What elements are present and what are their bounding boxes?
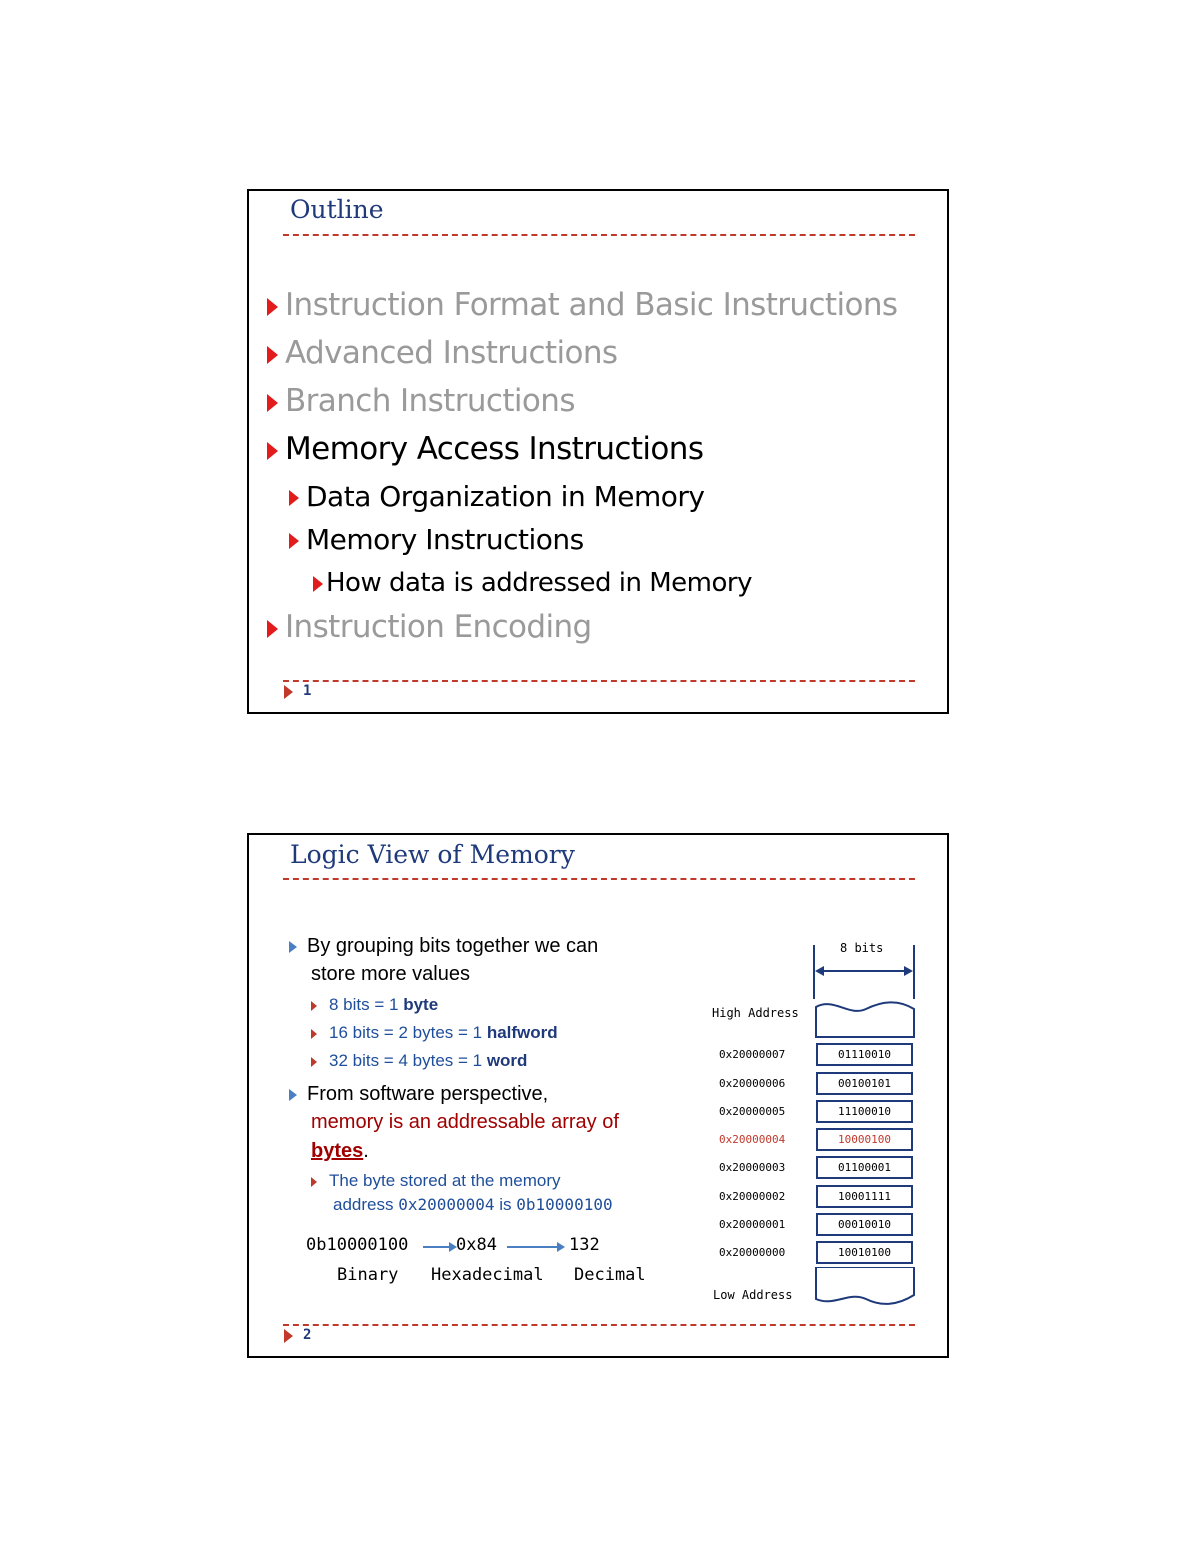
slide-logic-view-of-memory xyxy=(247,833,949,1358)
bullet-text: By grouping bits together we can xyxy=(307,935,599,957)
bullet-text: From software perspective, xyxy=(307,1083,549,1105)
title-divider xyxy=(283,878,915,880)
sub-bullet-text: address xyxy=(333,1195,399,1214)
sub-bullet-continuation xyxy=(333,1195,613,1215)
outline-item-active xyxy=(267,431,703,467)
memory-address: 0x20000005 xyxy=(719,1105,786,1118)
bullet-triangle-icon xyxy=(289,490,299,506)
bullet-point xyxy=(289,935,598,958)
arrow-right-icon xyxy=(507,1240,565,1254)
footer-divider xyxy=(283,680,915,682)
sub-bullet-triangle-icon xyxy=(311,1177,317,1187)
decimal-value: 132 xyxy=(569,1235,600,1255)
bullet-triangle-icon xyxy=(289,941,297,953)
memory-bottom-break-icon xyxy=(814,1267,916,1307)
bullet-triangle-icon xyxy=(289,533,299,549)
memory-address: 0x20000002 xyxy=(719,1190,786,1203)
sub-bullet-halfword xyxy=(311,1023,558,1043)
footer-triangle-icon xyxy=(284,1329,293,1343)
decimal-label: Decimal xyxy=(574,1265,646,1285)
low-address-label: Low Address xyxy=(713,1288,793,1302)
term-bytes: bytes xyxy=(311,1140,364,1162)
high-address-label: High Address xyxy=(712,1006,799,1020)
hex-label: Hexadecimal xyxy=(431,1265,544,1285)
memory-cell: 01100001 xyxy=(816,1156,913,1179)
outline-subsubitem xyxy=(313,568,752,598)
memory-cell: 10001111 xyxy=(816,1185,913,1208)
binary-label: Binary xyxy=(337,1265,399,1285)
outline-item xyxy=(267,609,592,645)
sub-bullet-text: The byte stored at the memory xyxy=(329,1171,561,1190)
outline-item-label: Branch Instructions xyxy=(285,383,575,419)
bullet-triangle-icon xyxy=(267,394,278,412)
sub-bullet-text: is xyxy=(494,1195,517,1214)
memory-address: 0x20000001 xyxy=(719,1218,786,1231)
page-number: 1 xyxy=(303,683,312,699)
term-word: word xyxy=(486,1051,528,1070)
slide-outline xyxy=(247,189,949,714)
memory-cell-highlighted: 10000100 xyxy=(816,1128,913,1151)
bullet-text: . xyxy=(363,1140,369,1162)
sub-bullet-word xyxy=(311,1051,527,1071)
bullet-triangle-icon xyxy=(267,298,278,316)
memory-cell: 11100010 xyxy=(816,1100,913,1123)
example-address: 0x20000004 xyxy=(398,1195,495,1214)
outline-item-label: Memory Instructions xyxy=(306,523,584,556)
arrow-right-icon xyxy=(423,1240,457,1254)
outline-item-label: Advanced Instructions xyxy=(285,335,618,371)
term-halfword: halfword xyxy=(486,1023,558,1042)
outline-item xyxy=(267,383,575,419)
outline-item-label: Data Organization in Memory xyxy=(306,480,705,513)
page-number: 2 xyxy=(303,1327,312,1343)
outline-item-label: Instruction Encoding xyxy=(285,609,592,645)
sub-bullet-text: 8 bits = 1 xyxy=(329,995,404,1014)
hex-value: 0x84 xyxy=(456,1235,497,1255)
bullet-continuation: memory is an addressable array of xyxy=(311,1111,619,1133)
bullet-continuation xyxy=(311,1140,369,1163)
outline-item-label: Instruction Format and Basic Instructions xyxy=(285,287,898,323)
footer-triangle-icon xyxy=(284,685,293,699)
width-dimension-arrow-icon xyxy=(809,943,921,1003)
outline-subitem xyxy=(289,523,584,556)
memory-address-highlighted: 0x20000004 xyxy=(719,1133,786,1146)
memory-address: 0x20000003 xyxy=(719,1161,786,1174)
example-value: 0b10000100 xyxy=(516,1195,613,1214)
bullet-point xyxy=(289,1083,548,1106)
sub-bullet-example xyxy=(311,1171,561,1191)
width-label: 8 bits xyxy=(840,941,884,955)
memory-cell: 01110010 xyxy=(816,1043,913,1066)
term-byte: byte xyxy=(403,995,439,1014)
sub-bullet-triangle-icon xyxy=(311,1057,317,1067)
outline-item xyxy=(267,287,897,323)
binary-value: 0b10000100 xyxy=(306,1235,409,1255)
sub-bullet-byte xyxy=(311,995,438,1015)
outline-subitem xyxy=(289,480,704,513)
memory-cell: 00010010 xyxy=(816,1213,913,1236)
slide-title: Logic View of Memory xyxy=(290,840,575,869)
sub-bullet-text: 16 bits = 2 bytes = 1 xyxy=(329,1023,487,1042)
title-divider xyxy=(283,234,915,236)
sub-bullet-triangle-icon xyxy=(311,1001,317,1011)
bullet-triangle-icon xyxy=(289,1089,297,1101)
footer-divider xyxy=(283,1324,915,1326)
memory-address: 0x20000000 xyxy=(719,1246,786,1259)
outline-item-label: Memory Access Instructions xyxy=(285,431,704,467)
sub-bullet-triangle-icon xyxy=(311,1029,317,1039)
memory-address: 0x20000007 xyxy=(719,1048,786,1061)
bullet-triangle-icon xyxy=(313,576,323,592)
bullet-triangle-icon xyxy=(267,620,278,638)
memory-top-break-icon xyxy=(814,1001,916,1039)
slide-title: Outline xyxy=(290,195,384,224)
outline-item-label: How data is addressed in Memory xyxy=(326,568,752,598)
memory-cell: 10010100 xyxy=(816,1241,913,1264)
memory-address: 0x20000006 xyxy=(719,1077,786,1090)
outline-item xyxy=(267,335,617,371)
bullet-triangle-icon xyxy=(267,346,278,364)
sub-bullet-text: 32 bits = 4 bytes = 1 xyxy=(329,1051,487,1070)
bullet-triangle-icon xyxy=(267,442,278,460)
memory-cell: 00100101 xyxy=(816,1072,913,1095)
bullet-continuation: store more values xyxy=(311,963,470,985)
